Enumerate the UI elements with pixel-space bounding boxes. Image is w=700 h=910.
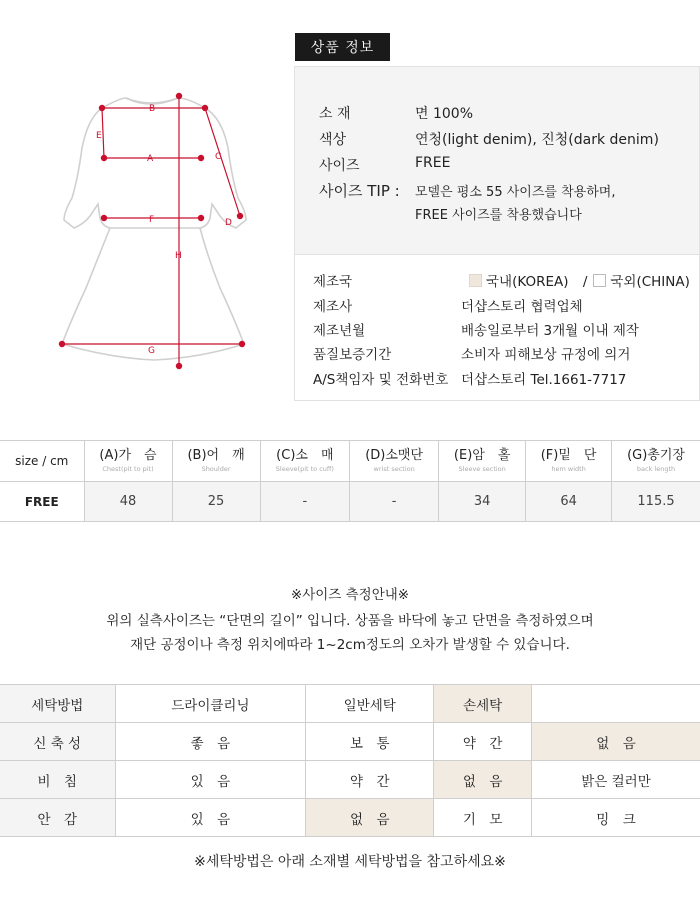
color-value: 연청(light denim), 진청(dark denim) (415, 132, 659, 148)
sleeve-header-label: (C)소 매 (276, 448, 334, 464)
size-tip-line1: 모델은 평소 55 사이즈를 착용하며, (415, 185, 616, 200)
sheer-row (0, 761, 700, 799)
sheer-slight: 약 간 (306, 761, 434, 799)
material-label: 소 재 (319, 106, 351, 122)
country-label: 제조국 (313, 274, 353, 290)
wash-method-row (0, 685, 700, 723)
lining-yes: 있 음 (115, 799, 306, 837)
size-tip-label: 사이즈 TIP : (319, 182, 400, 200)
warranty-label: 품질보증기간 (313, 347, 392, 363)
label-a: A (147, 154, 154, 164)
shoulder-header-sub: Shoulder (201, 464, 231, 473)
label-f: F (149, 215, 155, 225)
size-value-length: 115.5 (612, 482, 700, 522)
manufacture-date-value: 배송일로부터 3개월 이내 제작 (461, 323, 639, 339)
manufacture-date-label: 제조년월 (313, 323, 366, 339)
stretch-slight: 약 간 (434, 723, 532, 761)
label-e: E (96, 131, 102, 141)
size-header-shoulder (172, 441, 260, 482)
size-table-row (0, 482, 700, 522)
shoulder-header-label: (B)어 깨 (187, 448, 245, 464)
country-korea: 국내(KOREA) (486, 274, 569, 290)
stretch-good: 좋 음 (115, 723, 306, 761)
lining-none: 없 음 (306, 799, 434, 837)
material-value: 면 100% (415, 106, 473, 122)
size-value-shoulder: 25 (172, 482, 260, 522)
size-value-cuff: - (350, 482, 439, 522)
stretch-normal: 보 통 (306, 723, 434, 761)
size-header-cuff (350, 441, 439, 482)
color-label: 색상 (319, 132, 347, 148)
size-value-armhole: 34 (439, 482, 526, 522)
stretch-label: 신 축 성 (0, 723, 115, 761)
as-contact-label: A/S책임자 및 전화번호 (313, 372, 449, 388)
hem-header-sub: hem width (551, 464, 586, 473)
size-unit-header: size / cm (0, 441, 84, 482)
chest-header-sub: Chest(pit to pit) (102, 464, 154, 473)
lining-label: 안 감 (0, 799, 115, 837)
armhole-header-label: (E)암 홀 (453, 448, 511, 464)
size-guide-title: ※사이즈 측정안내※ (290, 587, 410, 603)
size-value: FREE (415, 155, 451, 171)
hem-header-label: (F)밑 단 (540, 448, 597, 464)
wash-dry-clean: 드라이클리닝 (115, 685, 306, 723)
size-row-label: FREE (0, 482, 84, 522)
sheer-light-colors: 밝은 컬러만 (531, 761, 700, 799)
wash-normal: 일반세탁 (306, 685, 434, 723)
size-header-armhole (439, 441, 526, 482)
size-value-chest: 48 (84, 482, 172, 522)
size-label: 사이즈 (319, 158, 360, 174)
label-g: G (148, 346, 155, 356)
size-guide-line1: 위의 실측사이즈는 “단면의 길이” 입니다. 상품을 바닥에 놓고 단면을 측정하였으며 (106, 613, 594, 629)
sheer-none: 없 음 (434, 761, 532, 799)
label-d: D (225, 218, 232, 228)
cuff-header-label: (D)소맷단 (365, 448, 424, 464)
sleeve-header-sub: Sleeve(pit to cuff) (275, 464, 334, 473)
lining-mink: 밍 크 (531, 799, 700, 837)
size-header-length (612, 441, 700, 482)
armhole-header-sub: Sleeve section (458, 464, 506, 473)
size-tip-line2: FREE 사이즈를 착용했습니다 (415, 208, 582, 223)
product-info-tab: 상품 정보 (295, 33, 390, 61)
manufacture-date-row (313, 319, 700, 339)
stretch-none: 없 음 (531, 723, 700, 761)
manufacturer-label: 제조사 (313, 299, 353, 315)
country-china: 국외(CHINA) (610, 274, 690, 290)
size-value-sleeve: - (260, 482, 350, 522)
wash-hand: 손세탁 (434, 685, 532, 723)
stretch-row (0, 723, 700, 761)
manufacturer-row (313, 295, 700, 315)
wash-empty (531, 685, 700, 723)
wash-method-label: 세탁방법 (0, 685, 115, 723)
size-table-header-row (0, 441, 700, 482)
size-table (0, 440, 700, 522)
length-header-label: (G)총기장 (627, 448, 685, 464)
country-separator: / (582, 274, 588, 290)
cuff-header-sub: wrist section (373, 464, 415, 473)
product-info-panel (294, 66, 700, 255)
as-contact-value: 더샵스토리 Tel.1661-7717 (461, 372, 627, 388)
korea-checkbox (469, 274, 482, 287)
chest-header-label: (A)가 슴 (99, 448, 157, 464)
measurement-diagram (50, 88, 260, 378)
wash-table (0, 684, 700, 837)
size-header-chest (84, 441, 172, 482)
size-header-sleeve (260, 441, 350, 482)
country-row (313, 270, 700, 290)
sheer-yes: 있 음 (115, 761, 306, 799)
wash-footer-note: ※세탁방법은 아래 소재별 세탁방법을 참고하세요※ (194, 854, 506, 870)
as-contact-row (313, 368, 700, 388)
lining-row (0, 799, 700, 837)
size-header-hem (526, 441, 612, 482)
lining-fleece: 기 모 (434, 799, 532, 837)
china-checkbox (593, 274, 606, 287)
size-guide-line2: 재단 공정이나 측정 위치에따라 1~2cm정도의 오차가 발생할 수 있습니다. (130, 637, 570, 653)
manufacturer-panel (294, 255, 700, 401)
size-value-hem: 64 (526, 482, 612, 522)
length-header-sub: back length (636, 464, 676, 473)
label-b: B (149, 104, 156, 114)
warranty-value: 소비자 피해보상 규정에 의거 (461, 347, 631, 363)
sheer-label: 비 침 (0, 761, 115, 799)
manufacturer-value: 더샵스토리 협력업체 (461, 299, 583, 315)
warranty-row (313, 343, 700, 363)
label-h: H (175, 251, 182, 261)
country-options (469, 270, 690, 290)
label-c: C (215, 152, 222, 162)
